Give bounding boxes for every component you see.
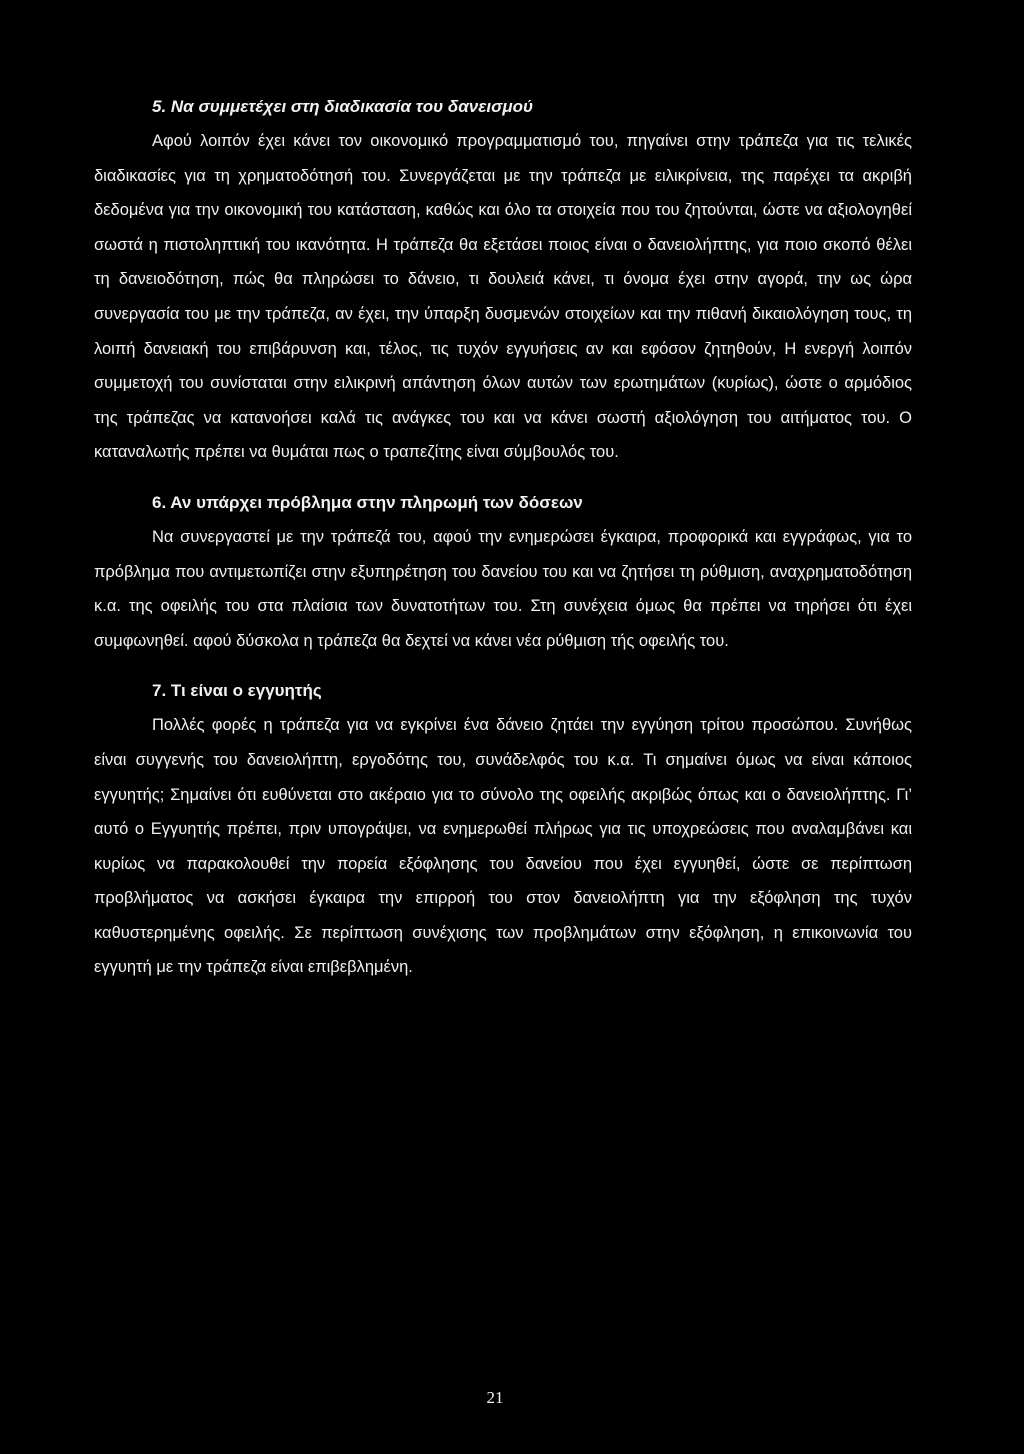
section-body: Πολλές φορές η τράπεζα για να εγκρίνει ένα δάνειο ζητάει την εγγύηση τρίτου προσώπου. Συνήθως είναι συγγενής του δανειολήπτη, εργοδότης του, συνάδελφός του κ.α. Τι σημαίνει όμως να είναι κάποιος εγγυητής; Σημαίνει ότι ευθύνεται στο ακέραιο για το σύνολο της οφειλής ακριβώς όπως και ο δανειολήπτης. Γι’ αυτό ο Εγγυητής πρέπει, πριν υπογράψει, να ενημερωθεί πλήρως για τις υποχρεώσεις που αναλαμβάνει και κυρίως να παρακολουθεί την πορεία εξόφλησης του δανείου που έχει εγγυηθεί, ώστε σε περίπτωση προβλήματος να ασκήσει έγκαιρα την επιρροή του στον δανειολήπτη για την εξόφληση της τυχόν καθυστερημένης οφειλής. Σε περίπτωση συνέχισης των προβλημάτων στην εξόφληση, η επικοινωνία του εγγυητή με την τράπεζα είναι επιβεβλημένη. [94,716,912,977]
section-heading: 6. Αν υπάρχει πρόβλημα στην πληρωμή των δόσεων [152,492,583,512]
section-7 [94,674,912,985]
page-number: 21 [486,1388,504,1407]
section-6 [94,486,912,658]
section-5 [94,90,912,470]
section-body: Να συνεργαστεί με την τράπεζά του, αφού την ενημερώσει έγκαιρα, προφορικά και εγγράφως, για το πρόβλημα που αντιμετωπίζει στην εξυπηρέτηση του δανείου του και να ζητήσει τη ρύθμιση, αναχρηματοδότηση κ.α. της οφειλής του στα πλαίσια των δυνατοτήτων του. Στη συνέχεια όμως θα πρέπει να τηρήσει ότι έχει συμφωνηθεί. αφού δύσκολα η τράπεζα θα δεχτεί να κάνει νέα ρύθμιση τής οφειλής του. [94,527,912,650]
section-body: Αφού λοιπόν έχει κάνει τον οικονομικό προγραμματισμό του, πηγαίνει στην τράπεζα για τις τελικές διαδικασίες για τη χρηματοδότησή του. Συνεργάζεται με την τράπεζα με ειλικρίνεια, της παρέχει τα ακριβή δεδομένα για την οικονομική του κατάσταση, καθώς και όλο τα στοιχεία που του ζητούνται, ώστε να αξιολογηθεί σωστά η πιστοληπτική του ικανότητα. Η τράπεζα θα εξετάσει ποιος είναι ο δανειολήπτης, για ποιο σκοπό θέλει τη δανειοδότηση, πώς θα πληρώσει το δάνειο, τι δουλειά κάνει, τι όνομα έχει στην αγορά, την ως ώρα συνεργασία του με την τράπεζα, αν έχει, την ύπαρξη δυσμενών στοιχείων και την πιθανή δικαιολόγηση τους, τη λοιπή δανειακή του επιβάρυνση και, τέλος, τις τυχόν εγγυήσεις αν και εφόσον ζητηθούν, Η ενεργή λοιπόν συμμετοχή του συνίσταται στην ειλικρινή απάντηση όλων αυτών των ερωτημάτων (κυρίως), ώστε ο αρμόδιος της τράπεζας να κατανοήσει καλά τις ανάγκες του και να κάνει σωστή αξιολόγηση του αιτήματος του. Ο καταναλωτής πρέπει να θυμάται πως ο τραπεζίτης είναι σύμβουλός του. [94,132,912,462]
document-page [94,90,912,985]
section-heading: 7. Τι είναι ο εγγυητής [152,681,322,701]
section-heading: 5. Να συμμετέχει στη διαδικασία του δανεισμού [152,97,534,116]
